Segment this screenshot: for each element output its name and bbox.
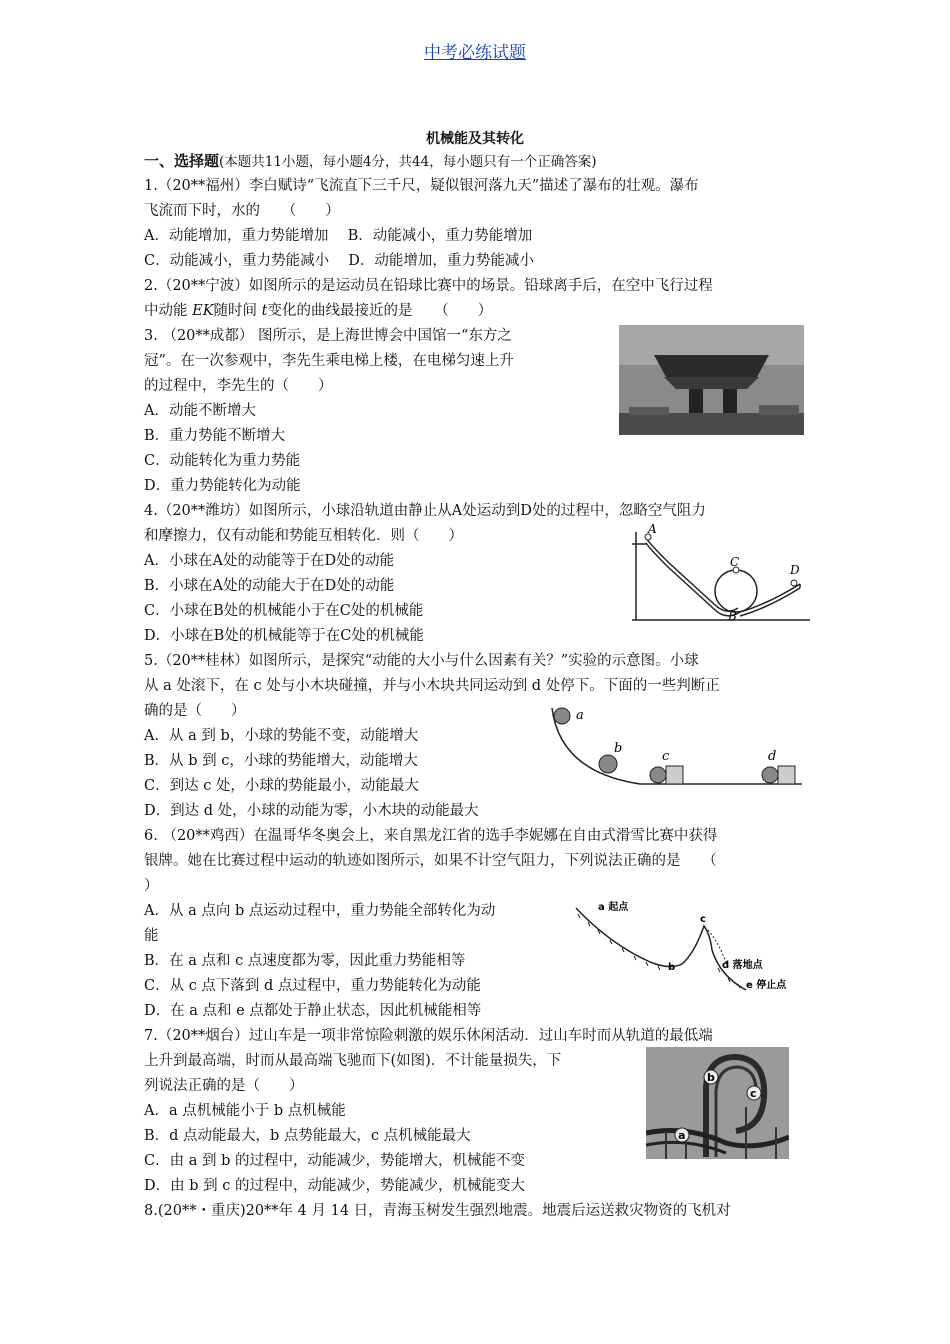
q5-option-d: D．到达 d 处，小球的动能为零，小木块的动能最大: [144, 803, 479, 819]
label-d: d: [768, 749, 777, 764]
q6-line3: ）: [144, 878, 159, 894]
label-c: c: [750, 1087, 757, 1100]
ball-block-diagram: [550, 702, 806, 792]
q3-option-d: D．重力势能转化为动能: [144, 478, 301, 494]
label-a: a: [678, 1129, 686, 1142]
ski-trajectory-svg: [570, 894, 800, 998]
q4-option-c: C．小球在B处的机械能小于在C处的机械能: [144, 603, 424, 619]
label-C: C: [730, 555, 740, 569]
q7-option-c: C．由 a 到 b 的过程中，动能减少，势能增大，机械能不变: [144, 1153, 525, 1169]
roller-coaster-photo: [646, 1047, 789, 1159]
section-label: 一、选择题: [144, 152, 220, 170]
q1-line2: 飞流而下时，水的 （ ）: [144, 203, 340, 219]
q2-text-a: 中动能: [144, 303, 193, 319]
q7-line2: 上升到最高端，时而从最高端飞驰而下(如图)．不计能量损失，下: [144, 1053, 562, 1069]
q6-option-c: C．从 c 点下落到 d 点过程中，重力势能转化为动能: [144, 978, 481, 994]
q2-line2: [144, 299, 812, 324]
ball-block-svg: [550, 702, 806, 792]
q5-option-a: A．从 a 到 b，小球的势能不变，动能增大: [144, 728, 419, 744]
q6-option-a2: 能: [144, 928, 159, 944]
q2-line1: 2.（20**宁波）如图所示的是运动员在铅球比赛中的场景。铅球离手后，在空中飞行过程: [144, 278, 713, 294]
q5-line2: 从 a 处滚下，在 c 处与小木块碰撞，并与小木块共同运动到 d 处停下。下面的一些判断正: [144, 678, 720, 694]
q5-option-b: B．从 b 到 c，小球的势能增大，动能增大: [144, 753, 418, 769]
q4-line1: 4.（20**潍坊）如图所示，小球沿轨道由静止从A处运动到D处的过程中，忽略空气阻力: [144, 503, 706, 519]
q4-option-a: A．小球在A处的动能等于在D处的动能: [144, 553, 395, 569]
label-c: c: [662, 749, 670, 764]
q4-option-b: B．小球在A处的动能大于在D处的动能: [144, 578, 395, 594]
label-c: c: [700, 914, 706, 925]
q7-line1: 7.（20**烟台）过山车是一项非常惊险刺激的娱乐休闲活动．过山车时而从轨道的最低端: [144, 1028, 713, 1044]
q3-option-c: C．动能转化为重力势能: [144, 453, 301, 469]
label-a-start: a 起点: [598, 902, 629, 913]
q3-option-b: B．重力势能不断增大: [144, 428, 286, 444]
pavilion-illustration: [619, 325, 804, 435]
q2-t-symbol: t: [261, 303, 268, 319]
q3-line3: 的过程中，李先生的（ ）: [144, 378, 333, 394]
china-pavilion-photo: [619, 325, 804, 435]
q8-line1: 8.(20**・重庆)20**年 4 月 14 日，青海玉树发生强烈地震。地震后运送救灾物资的飞机对: [144, 1203, 731, 1219]
label-b: b: [707, 1071, 715, 1084]
label-b: b: [668, 962, 676, 973]
label-a: a: [576, 708, 584, 723]
q6-line1: 6. （20**鸡西）在温哥华冬奥会上，来自黑龙江省的选手李妮娜在自由式滑雪比赛中获得: [144, 828, 718, 844]
q3-line1: 3. （20**成都） 图所示，是上海世博会中国馆一“东方之: [144, 328, 512, 344]
q4-option-d: D．小球在B处的机械能等于在C处的机械能: [144, 628, 424, 644]
label-D: D: [790, 563, 800, 577]
q6-option-a1: A．从 a 点向 b 点运动过程中，重力势能全部转化为动: [144, 903, 496, 919]
label-e-stop: e 停止点: [746, 980, 787, 991]
header-link[interactable]: 中考必练试题: [424, 43, 526, 63]
label-d-landing: d 落地点: [722, 960, 763, 971]
q2-text-c: 变化的曲线最接近的是 （ ）: [267, 303, 493, 319]
q6-option-d: D．在 a 点和 e 点都处于静止状态，因此机械能相等: [144, 1003, 482, 1019]
ski-trajectory-diagram: [570, 894, 800, 998]
q7-option-d: D．由 b 到 c 的过程中，动能减少，势能减少，机械能变大: [144, 1178, 525, 1194]
q3-option-a: A．动能不断增大: [144, 403, 256, 419]
track-loop-svg: [628, 524, 813, 624]
q1-options-cd: C．动能减小，重力势能减小 D．动能增加，重力势能减小: [144, 253, 534, 269]
label-A: A: [648, 524, 657, 536]
q5-line3: 确的是（ ）: [144, 703, 246, 719]
section-heading: [144, 149, 812, 174]
q3-line2: 冠”。在一次参观中，李先生乘电梯上楼，在电梯匀速上升: [144, 353, 514, 369]
q7-option-b: B．d 点动能最大，b 点势能最大，c 点机械能最大: [144, 1128, 471, 1144]
q6-option-b: B．在 a 点和 c 点速度都为零，因此重力势能相等: [144, 953, 466, 969]
q5-line1: 5.（20**桂林）如图所示，是探究“动能的大小与什么因素有关？”实验的示意图。小球: [144, 653, 699, 669]
q1-line1: 1.（20**福州）李白赋诗“飞流直下三千尺，疑似银河落九天”描述了瀑布的壮观。瀑布: [144, 178, 699, 194]
section-note: (本题共11小题，每小题4分，共44，每小题只有一个正确答案): [219, 154, 597, 170]
q7-option-a: A．a 点机械能小于 b 点机械能: [144, 1103, 346, 1119]
q1-options-ab: A．动能增加，重力势能增加 B．动能减小，重力势能增加: [144, 228, 533, 244]
q7-line3: 列说法正确的是（ ）: [144, 1078, 304, 1094]
label-B: B: [728, 609, 737, 623]
document-title: 机械能及其转化: [426, 131, 524, 147]
q5-option-c: C．到达 c 处，小球的势能最小，动能最大: [144, 778, 419, 794]
q4-line2: 和摩擦力，仅有动能和势能互相转化．则（ ）: [144, 528, 463, 544]
q6-line2: 银牌。她在比赛过程中运动的轨迹如图所示，如果不计空气阻力，下列说法正确的是 （: [144, 853, 717, 869]
q2-text-b: 随时间: [213, 303, 262, 319]
label-b: b: [614, 741, 623, 756]
roller-coaster-svg: [646, 1047, 789, 1159]
track-loop-diagram: [628, 524, 813, 624]
q2-ek-symbol: EK: [192, 303, 214, 319]
